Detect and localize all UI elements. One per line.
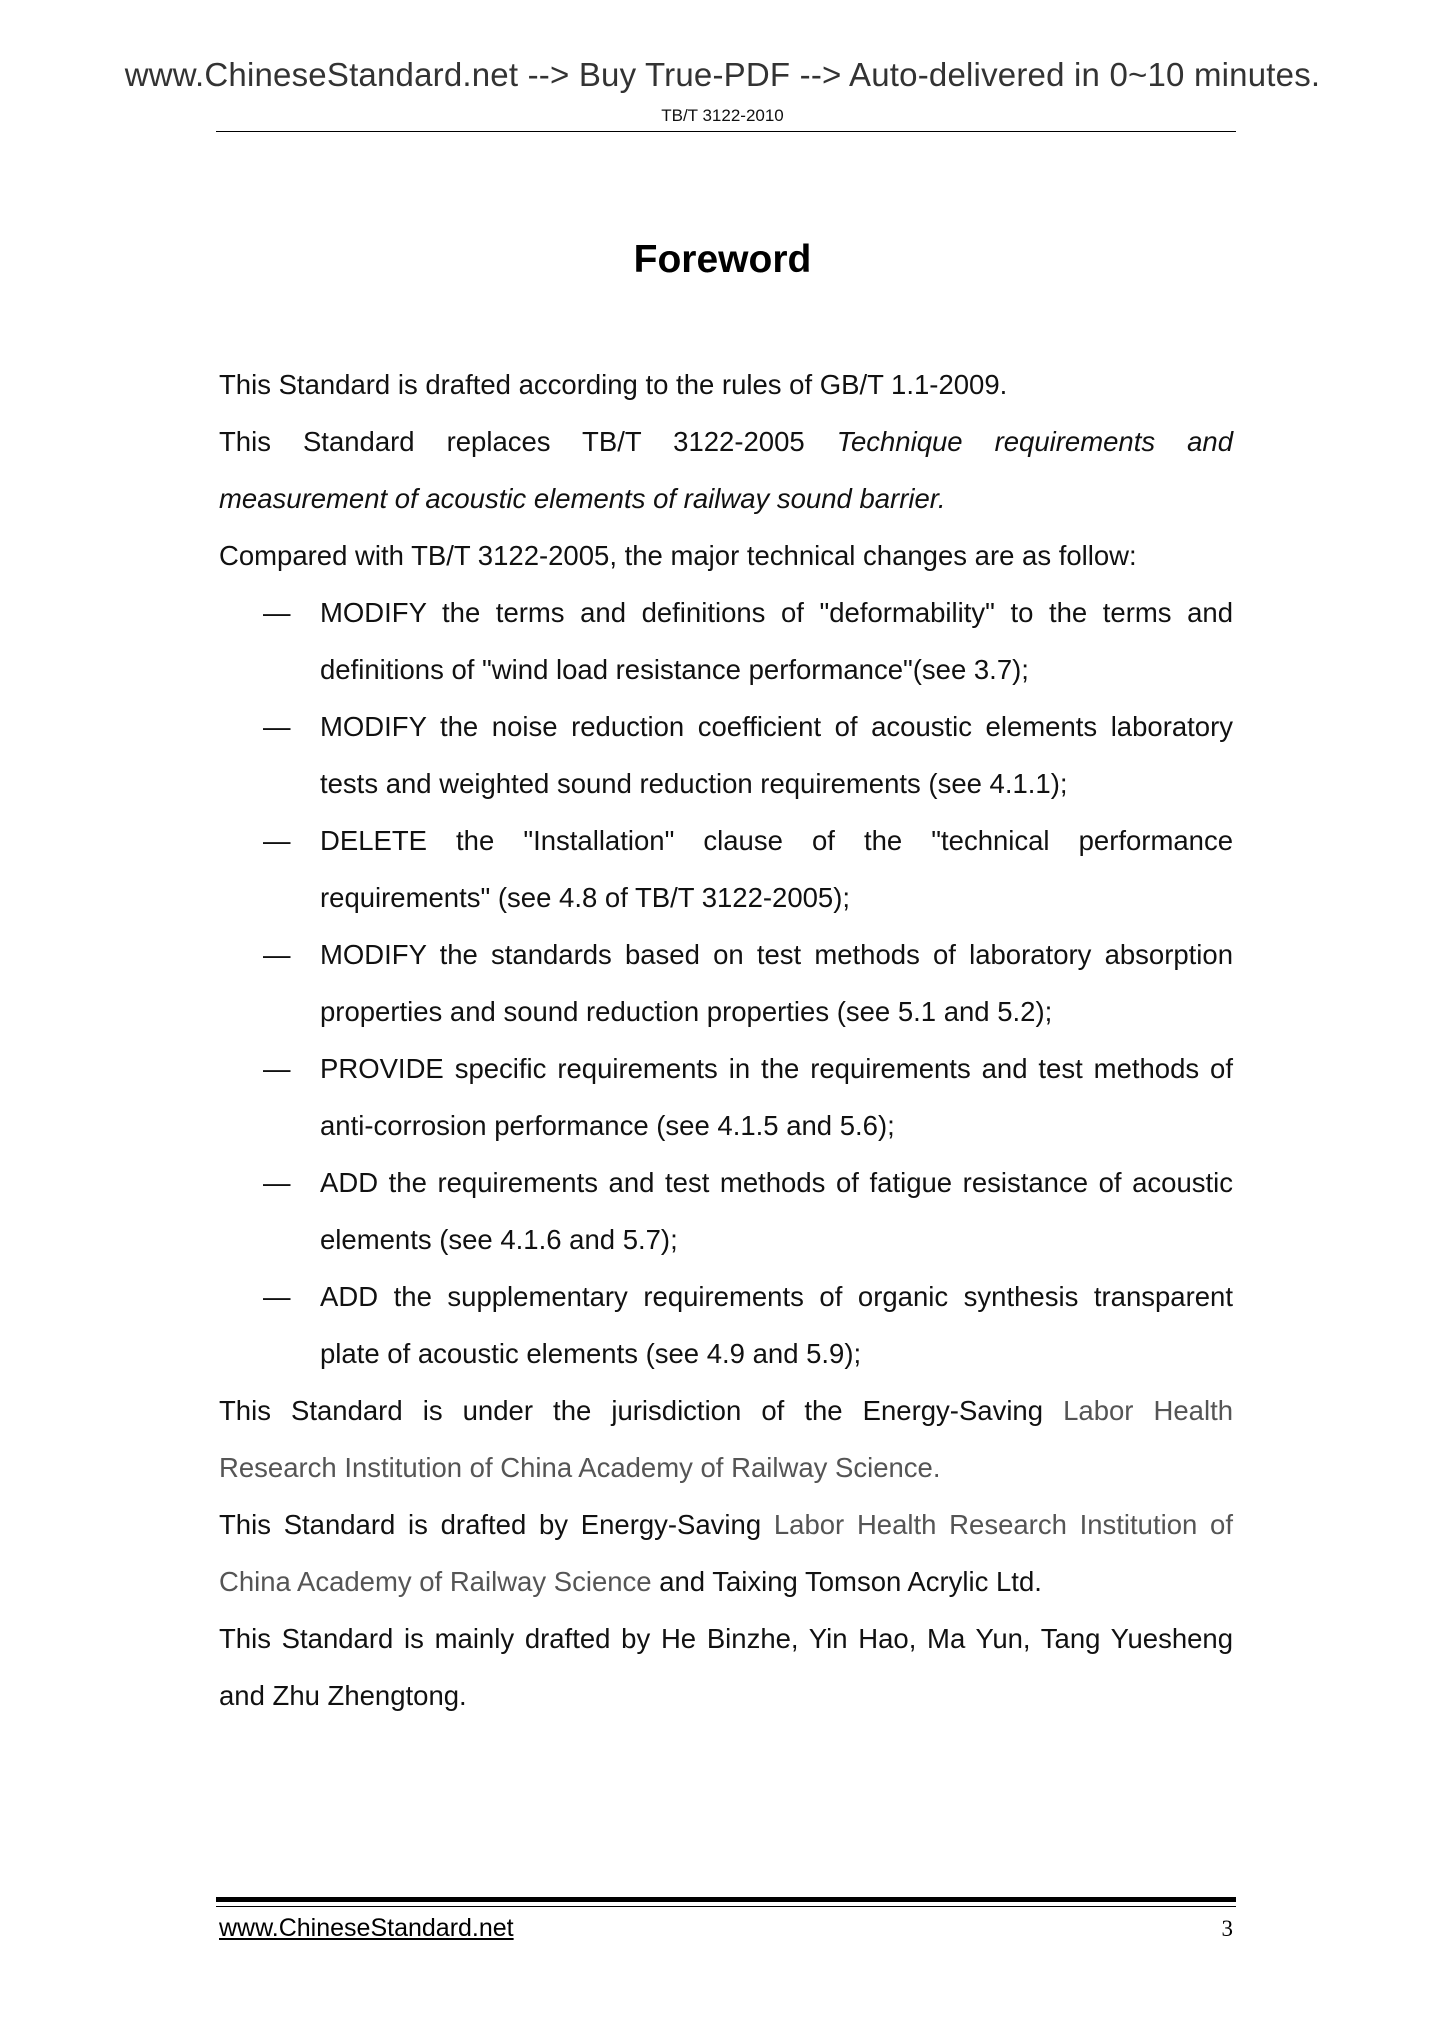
list-item xyxy=(219,1040,1233,1154)
dash-marker: — xyxy=(263,939,291,970)
replaces-text: This Standard replaces TB/T 3122-2005 xyxy=(219,426,837,457)
dash-marker: — xyxy=(263,825,291,856)
paragraph-changes-intro: Compared with TB/T 3122-2005, the major technical changes are as follow: xyxy=(219,540,1137,571)
replaced-standard-title: Technique requirements and measurement of acoustic elements of railway sound barrier. xyxy=(219,426,1233,514)
top-banner: www.ChineseStandard.net --> Buy True-PDF --> Auto-delivered in 0~10 minutes. xyxy=(124,56,1321,93)
jurisdiction-institution: Labor Health Research Institution of China Academy of Railway Science. xyxy=(219,1395,1234,1483)
paragraph-drafting-rules: This Standard is drafted according to the rules of GB/T 1.1-2009. xyxy=(219,369,1008,400)
paragraph-drafters: This Standard is mainly drafted by He Binzhe, Yin Hao, Ma Yun, Tang Yuesheng and Zhu Zhengtong. xyxy=(219,1623,1233,1711)
foreword-body xyxy=(219,356,1233,1724)
list-item-text: MODIFY the noise reduction coefficient of acoustic elements laboratory tests and weighted sound reduction requirements (see 4.1.1); xyxy=(320,711,1233,799)
list-item-text: PROVIDE specific requirements in the requirements and test methods of anti-corrosion performance (see 4.1.5 and 5.6); xyxy=(320,1053,1233,1141)
drafted-by-company: and Taixing Tomson Acrylic Ltd. xyxy=(651,1566,1042,1597)
list-item xyxy=(219,698,1233,812)
footer-rule-thin xyxy=(216,1906,1236,1907)
list-item-text: DELETE the "Installation" clause of the "technical performance requirements" (see 4.8 of TB/T 3122-2005); xyxy=(320,825,1233,913)
paragraph-replaces xyxy=(219,413,1233,527)
list-item-text: MODIFY the terms and definitions of "deformability" to the terms and definitions of "wind load resistance performance"(see 3.7); xyxy=(320,597,1233,685)
list-item-text: ADD the requirements and test methods of fatigue resistance of acoustic elements (see 4.1.6 and 5.7); xyxy=(320,1167,1233,1255)
header-rule xyxy=(216,131,1236,132)
list-item-text: ADD the supplementary requirements of organic synthesis transparent plate of acoustic elements (see 4.9 and 5.9); xyxy=(320,1281,1233,1369)
list-item xyxy=(219,1154,1233,1268)
footer-rule-thick xyxy=(216,1897,1236,1902)
list-item xyxy=(219,926,1233,1040)
list-item xyxy=(219,584,1233,698)
page-title: Foreword xyxy=(633,238,812,281)
dash-marker: — xyxy=(263,1053,291,1084)
dash-marker: — xyxy=(263,597,291,628)
paragraph-drafted-by xyxy=(219,1496,1233,1610)
document-code: TB/T 3122-2010 xyxy=(661,106,784,125)
changes-list xyxy=(219,584,1233,1382)
dash-marker: — xyxy=(263,1281,291,1312)
jurisdiction-text: This Standard is under the jurisdiction of the Energy-Saving xyxy=(219,1395,1044,1426)
drafted-by-institution: Labor Health Research Institution of China Academy of Railway Science xyxy=(219,1509,1233,1597)
dash-marker: — xyxy=(263,1167,291,1198)
drafted-by-text: This Standard is drafted by Energy-Saving xyxy=(219,1509,762,1540)
footer-website-link[interactable]: www.ChineseStandard.net xyxy=(219,1914,514,1942)
page-number: 3 xyxy=(1221,1916,1233,1941)
dash-marker: — xyxy=(263,711,291,742)
list-item-text: MODIFY the standards based on test methods of laboratory absorption properties and sound reduction properties (see 5.1 and 5.2); xyxy=(320,939,1233,1027)
paragraph-jurisdiction xyxy=(219,1382,1233,1496)
list-item xyxy=(219,1268,1233,1382)
list-item xyxy=(219,812,1233,926)
